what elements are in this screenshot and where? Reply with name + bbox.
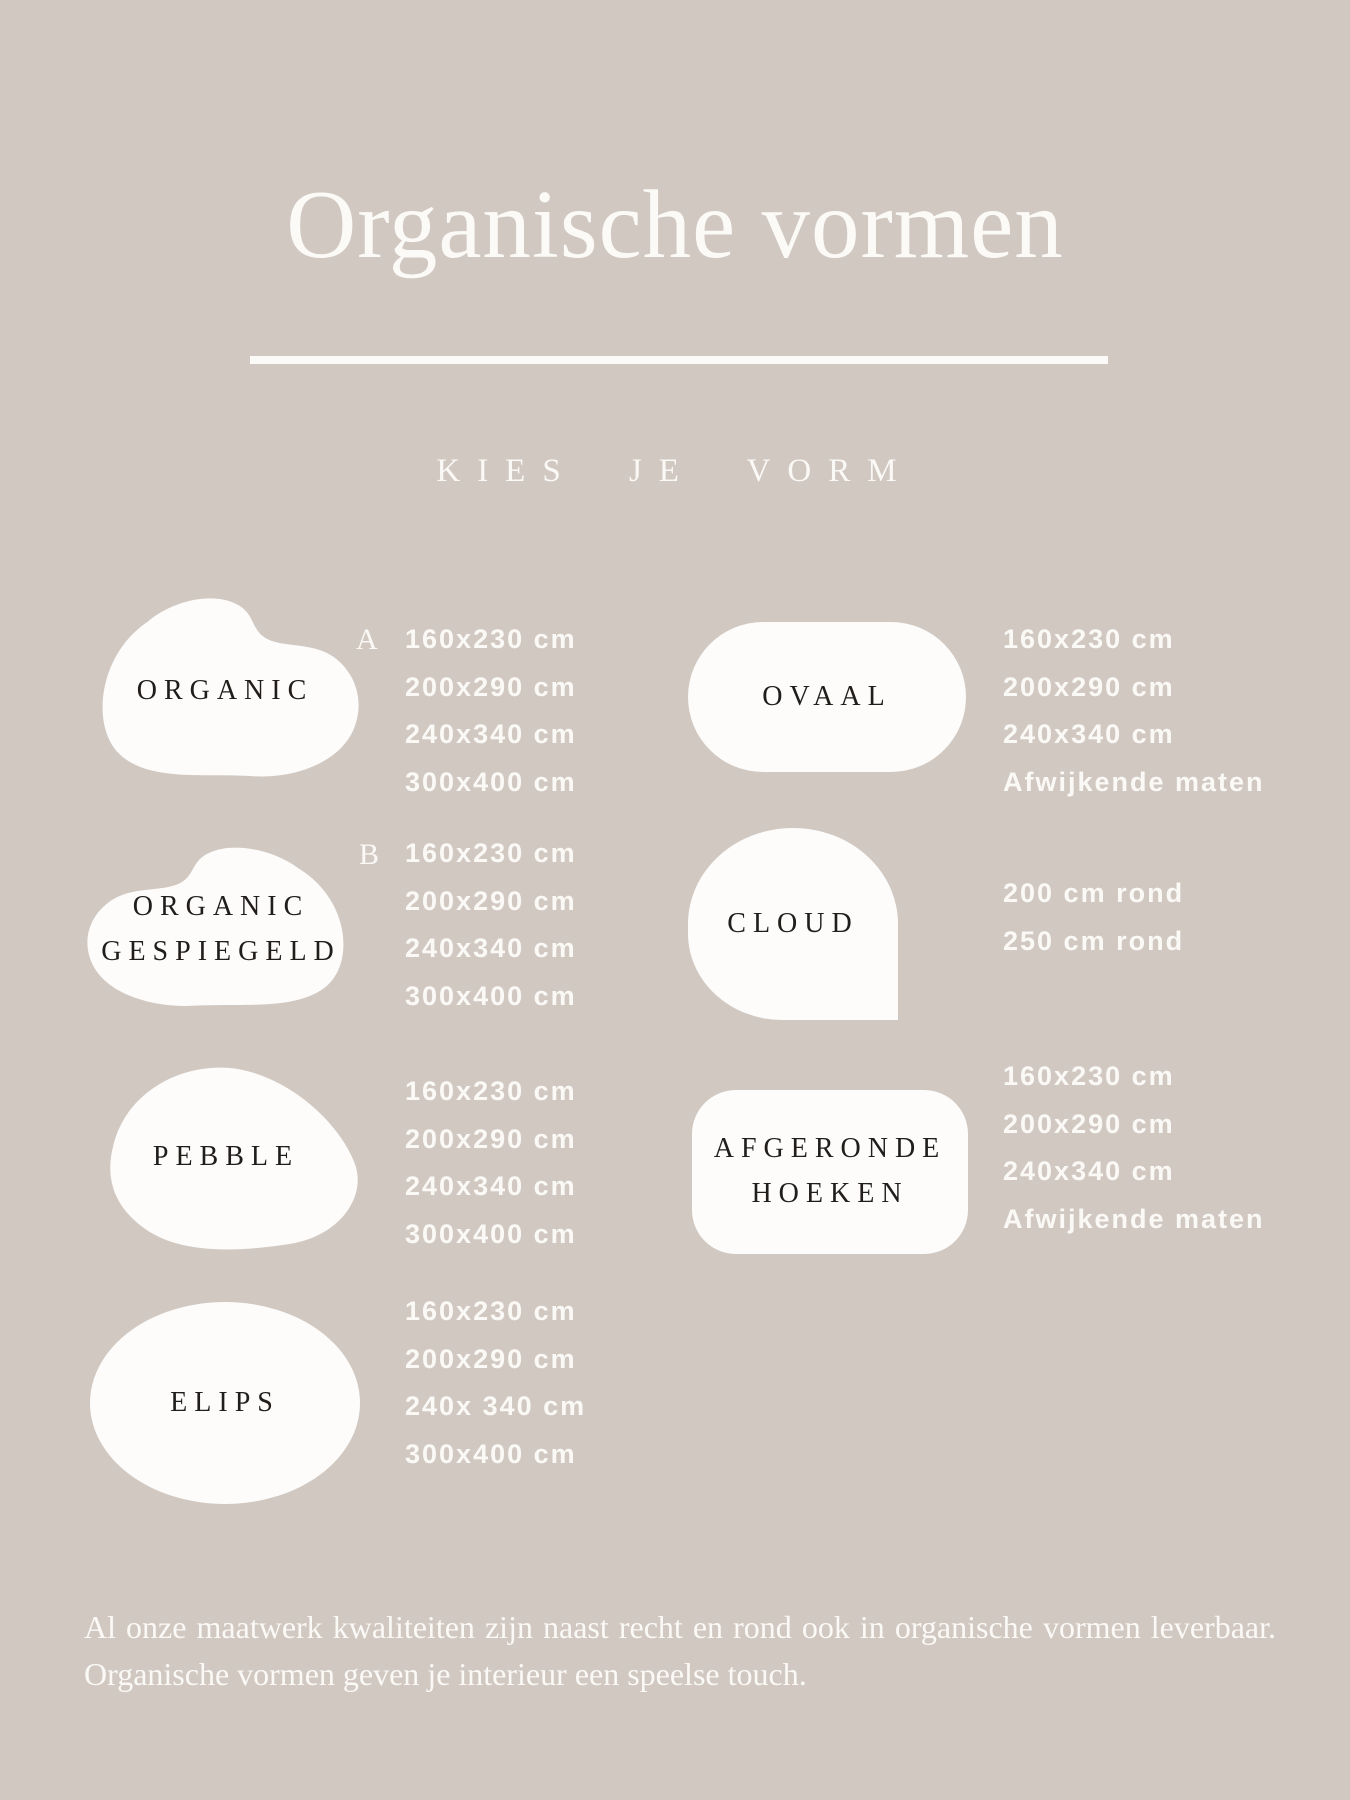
shape-ovaal [688,622,966,772]
size-item: 250 cm rond [1003,925,1185,956]
footer-text: Al onze maatwerk kwaliteiten zijn naast recht en rond ook in organische vormen leverbaar. Organische vormen geven je interieur een speelse touch. [84,1609,1276,1693]
shape-pebble-label: PEBBLE [152,1140,300,1172]
organic-gespiegeld-sizes-list [405,830,577,1020]
marker-a: A [356,623,380,656]
shape-organic [86,592,364,790]
size-item: 160x230 cm [1003,1061,1175,1091]
size-item: 200x290 cm [405,885,577,916]
shape-organic-gespiegeld-label: ORGANIC GESPIEGELD [101,891,341,967]
size-item: Afwijkende maten [1003,1203,1265,1234]
size-item: 240x340 cm [405,719,577,749]
ovaal-sizes-list [1003,616,1265,806]
shape-afgeronde-hoeken [692,1090,968,1254]
size-item: 160x230 cm [405,624,577,654]
shape-ovaal-label: OVAAL [762,680,892,712]
size-item: 240x340 cm [405,1171,577,1201]
title-divider [250,356,1108,364]
elips-sizes-list [405,1288,586,1478]
size-item: 240x 340 cm [405,1391,587,1421]
size-item: 160x230 cm [405,838,577,868]
organic-sizes-list [405,616,577,806]
cloud-sizes-list [1003,870,1184,965]
shape-organic-label: ORGANIC [136,674,314,706]
size-item: 200x290 cm [1003,671,1175,702]
size-item: 240x340 cm [1003,1156,1175,1186]
size-item: 200x290 cm [405,1123,577,1154]
size-item: 160x230 cm [405,1076,577,1106]
shape-elips [90,1302,360,1504]
size-item: 200 cm rond [1003,878,1185,908]
size-item: 240x340 cm [405,933,577,963]
shape-afgeronde-hoeken-label: AFGERONDE HOEKEN [713,1133,947,1209]
size-item: 300x400 cm [405,1218,577,1249]
afgeronde-hoeken-sizes-list [1003,1053,1265,1243]
page-title: Organische vormen [286,171,1064,278]
size-item: 200x290 cm [1003,1108,1175,1139]
marker-b: B [359,838,382,871]
shape-elips-label: ELIPS [170,1386,280,1418]
pebble-sizes-list [405,1068,577,1258]
shape-organic-gespiegeld [82,842,360,1018]
size-item: 300x400 cm [405,766,577,797]
size-item: 300x400 cm [405,1438,577,1469]
subtitle: KIES JE VORM [436,453,914,489]
size-item: 240x340 cm [1003,719,1175,749]
shape-cloud [688,828,898,1020]
size-item: 200x290 cm [405,1343,577,1374]
size-item: 300x400 cm [405,980,577,1011]
size-item: 160x230 cm [405,1296,577,1326]
shape-pebble [84,1058,368,1256]
size-item: Afwijkende maten [1003,766,1265,797]
size-item: 160x230 cm [1003,624,1175,654]
shape-cloud-label: CLOUD [727,907,859,939]
size-item: 200x290 cm [405,671,577,702]
